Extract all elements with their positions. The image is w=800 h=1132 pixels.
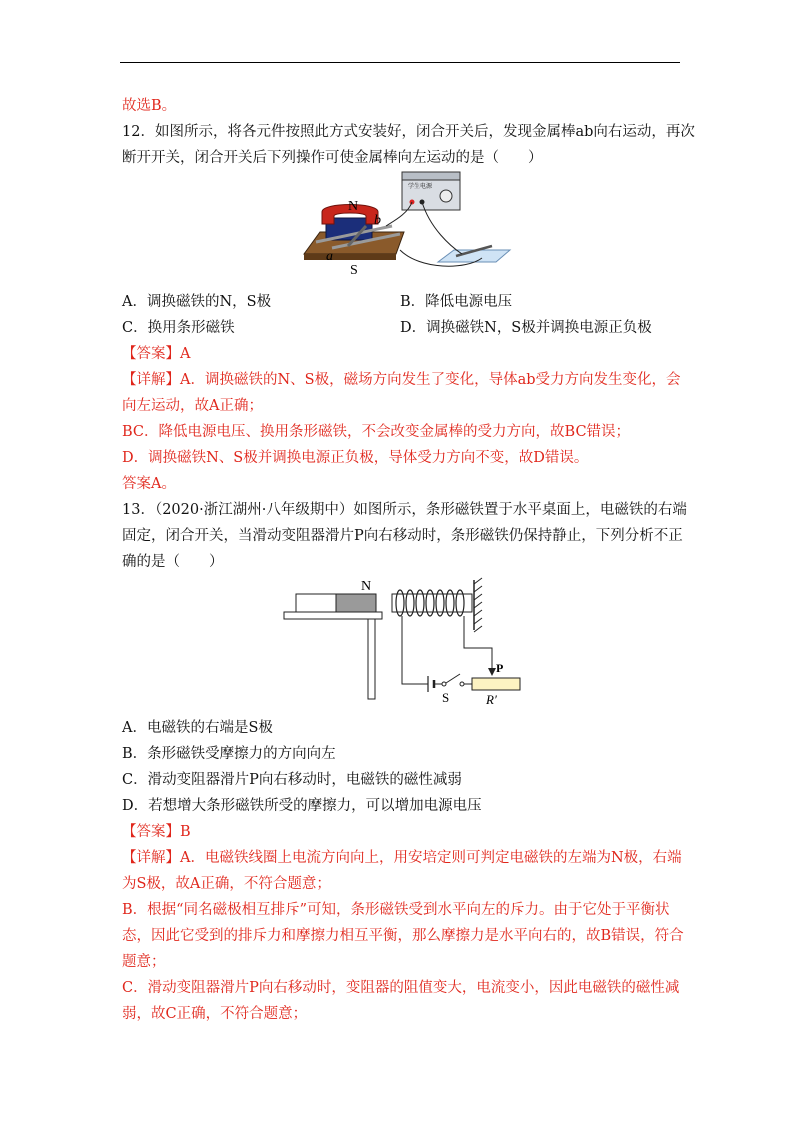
label-n: N — [348, 199, 359, 214]
slider-arrow — [488, 668, 496, 676]
label-s: S — [442, 690, 450, 705]
wire-to-slider — [464, 616, 492, 672]
q13-figure-electromagnet-circuit — [282, 576, 528, 706]
q12-stem-line2: 断开开关，闭合开关后下列操作可使金属棒向左运动的是（ ） — [122, 150, 543, 166]
label-s: S — [350, 263, 358, 276]
q13-explain-line1: 【详解】A．电磁铁线圈上电流方向向上，用安培定则可判定电磁铁的左端为N极，右端 — [122, 850, 682, 866]
table-leg — [368, 619, 375, 699]
wall-hatching — [474, 578, 482, 632]
q11-conclusion: 故选B。 — [122, 98, 177, 114]
q13-option-a: A．电磁铁的右端是S极 — [122, 720, 273, 736]
q13-stem-line2: 固定，闭合开关，当滑动变阻器滑片P向右移动时，条形磁铁仍保持静止，下列分析不正 — [122, 528, 683, 544]
q13-option-b: B．条形磁铁受摩擦力的方向向左 — [122, 746, 336, 762]
explain-tag: 【详解】 — [122, 850, 180, 866]
answer-tag: 【答案】 — [122, 346, 180, 362]
q12-figure-motor-apparatus — [296, 166, 522, 276]
q12-stem-line1: 12．如图所示，将各元件按照此方式安装好，闭合开关后，发现金属棒ab向右运动，再次 — [122, 124, 695, 140]
answer-letter: B — [180, 824, 191, 840]
q13-stem-line3: 确的是（ ） — [122, 554, 224, 570]
q12-explain-line5: 答案A。 — [122, 476, 176, 492]
q13-explain-line3: B．根据“同名磁极相互排斥”可知，条形磁铁受到水平向左的斥力。由于它处于平衡状 — [122, 902, 670, 918]
q13-option-d: D．若想增大条形磁铁所受的摩擦力，可以增加电源电压 — [122, 798, 482, 814]
q12-option-c: C．换用条形磁铁 — [122, 320, 235, 336]
q12-explain-line4: D．调换磁铁N、S极并调换电源正负极，导体受力方向不变，故D错误。 — [122, 450, 589, 466]
table-top — [284, 612, 382, 619]
q13-explain-line4: 态，因此它受到的排斥力和摩擦力相互平衡，那么摩擦力是水平向右的，故B错误，符合 — [122, 928, 684, 944]
q13-option-c: C．滑动变阻器滑片P向右移动时，电磁铁的磁性减弱 — [122, 772, 462, 788]
explain-tag: 【详解】 — [122, 372, 180, 388]
power-supply-label: 学生电源 — [408, 183, 433, 190]
switch-contact — [460, 682, 464, 686]
switch-blade — [446, 674, 460, 683]
answer-letter: A — [180, 346, 191, 362]
q12-explain-line3: BC．降低电源电压、换用条形磁铁，不会改变金属棒的受力方向，故BC错误； — [122, 424, 631, 440]
label-r: R′ — [486, 692, 497, 706]
label-n: N — [361, 579, 372, 594]
power-knob — [440, 190, 452, 202]
q12-explain-line1: 【详解】A．调换磁铁的N、S极，磁场方向发生了变化，导体ab受力方向发生变化，会 — [122, 372, 681, 388]
switch-contact — [442, 682, 446, 686]
wooden-base-side — [304, 254, 396, 260]
q12-option-a: A．调换磁铁的N，S极 — [122, 294, 272, 310]
q12-option-d: D．调换磁铁N，S极并调换电源正负极 — [400, 320, 652, 336]
q12-explain-line2: 向左运动，故A正确； — [122, 398, 263, 414]
label-p: P — [496, 661, 504, 675]
q13-explain-line5: 题意； — [122, 954, 166, 970]
q12-answer — [122, 344, 190, 364]
wire — [402, 616, 428, 684]
q13-answer — [122, 822, 191, 842]
bar-magnet-right — [336, 594, 376, 612]
q13-stem-line1: 13．（2020·浙江湖州·八年级期中）如图所示，条形磁铁置于水平桌面上，电磁铁的右端 — [122, 502, 687, 518]
rheostat — [472, 678, 520, 690]
label-b: b — [374, 213, 381, 228]
q13-explain-line2: 为S极，故A正确，不符合题意； — [122, 876, 331, 892]
bar-magnet-left — [296, 594, 336, 612]
label-a: a — [326, 249, 333, 264]
q12-option-b: B．降低电源电压 — [400, 294, 513, 310]
answer-tag: 【答案】 — [122, 824, 180, 840]
header-rule — [120, 62, 680, 63]
q13-explain-line6: C．滑动变阻器滑片P向右移动时，变阻器的阻值变大，电流变小，因此电磁铁的磁性减 — [122, 980, 680, 996]
q13-explain-line7: 弱，故C正确，不符合题意； — [122, 1006, 308, 1022]
